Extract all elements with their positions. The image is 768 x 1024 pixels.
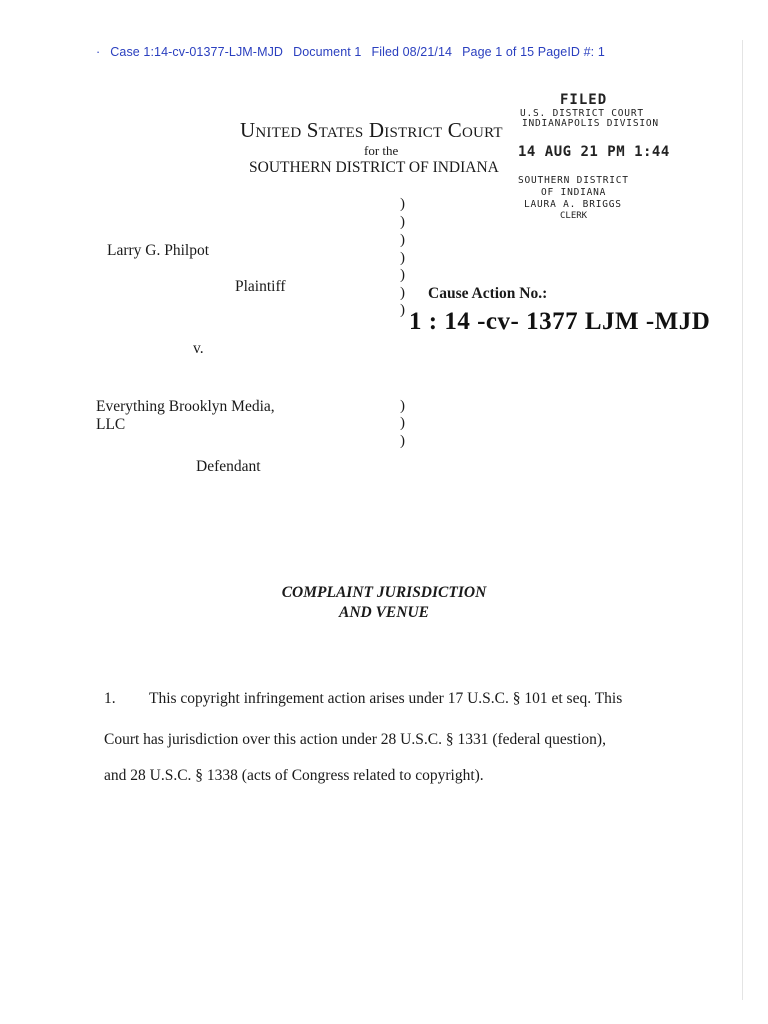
stamp-date: 14 AUG 21 PM 1:44 [518,144,670,160]
paragraph-text: This copyright infringement action arises under 17 U.S.C. § 101 et seq. This [149,690,623,707]
defendant-role: Defendant [196,458,261,475]
district-name: SOUTHERN DISTRICT OF INDIANA [249,159,499,176]
caption-paren: ) [400,232,405,248]
stamp-court: U.S. DISTRICT COURT [520,108,644,119]
defendant-name-line2: LLC [96,416,126,433]
paragraph-1-line-3: and 28 U.S.C. § 1338 (acts of Congress related to copyright). [104,767,484,784]
defendant-name: Everything Brooklyn Media, [96,398,275,415]
plaintiff-role: Plaintiff [235,278,286,295]
paragraph-number: 1. [104,690,116,707]
caption-paren: ) [400,267,405,283]
paragraph-1-line-1 [104,690,622,708]
court-title: United States District Court [240,118,503,142]
caption-paren: ) [400,214,405,230]
caption-paren: ) [400,433,405,449]
complaint-heading: COMPLAINT JURISDICTION [281,584,487,601]
header-page: Page 1 of 15 PageID #: 1 [462,45,605,59]
cause-action-label: Cause Action No.: [428,285,548,302]
stamp-filed: FILED [560,92,608,108]
paragraph-1-line-2: Court has jurisdiction over this action under 28 U.S.C. § 1331 (federal question), [104,731,606,748]
filing-header [96,45,615,59]
scan-edge [742,40,743,1000]
caption-paren: ) [400,196,405,212]
header-bullet: · [96,45,101,59]
caption-paren: ) [400,285,405,301]
header-document: Document 1 [293,45,362,59]
for-the: for the [364,143,399,158]
versus: v. [193,340,204,357]
stamp-clerk: CLERK [560,211,588,221]
caption-paren: ) [400,250,405,266]
stamp-clerk-name: LAURA A. BRIGGS [524,199,622,210]
header-case-number: Case 1:14-cv-01377-LJM-MJD [110,45,284,59]
caption-paren: ) [400,398,405,414]
caption-paren: ) [400,302,405,318]
complaint-subheading: AND VENUE [338,604,429,621]
case-number-stamp: 1 : 14 -cv- 1377 LJM -MJD [409,308,711,335]
header-filed-date: Filed 08/21/14 [371,45,453,59]
stamp-state: OF INDIANA [541,187,607,198]
stamp-division: INDIANAPOLIS DIVISION [522,118,659,129]
stamp-district: SOUTHERN DISTRICT [518,175,629,186]
plaintiff-name: Larry G. Philpot [107,242,210,259]
caption-paren: ) [400,415,405,431]
